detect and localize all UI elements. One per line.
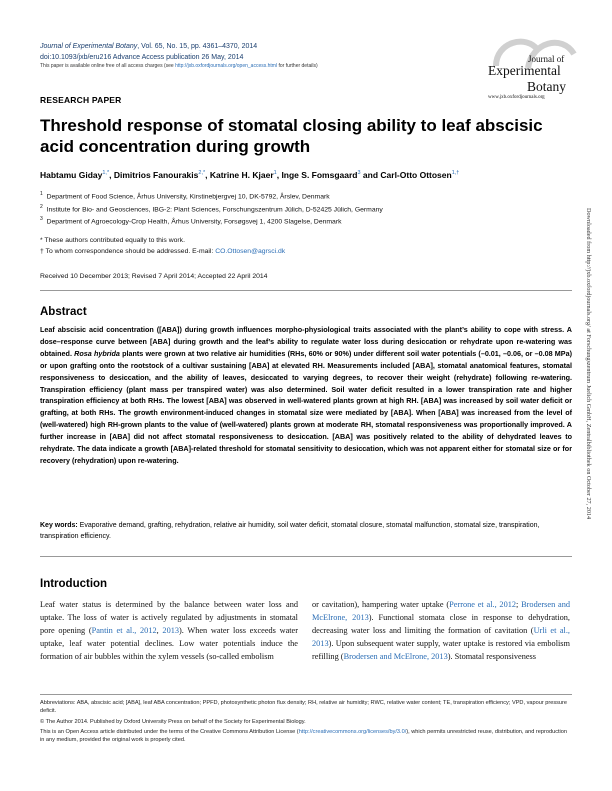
author-sep: , <box>276 170 282 180</box>
correspondence-note <box>40 247 285 256</box>
affiliation-text: Institute for Bio- and Geosciences, IBG-2: Plant Sciences, Forschungszentrum Jülich, D-52425 Jülich, Germany <box>46 206 383 214</box>
citation-link[interactable]: Brodersen and McElrone, 2013 <box>343 651 448 661</box>
intro-text: ; <box>516 600 522 609</box>
author-sup: 1 <box>273 170 277 177</box>
citation-link[interactable]: Pantin et al., 2012 <box>91 625 157 635</box>
citation-link[interactable]: Perrone et al., 2012 <box>449 600 517 609</box>
affiliation-text: Department of Agroecology-Crop Health, Århus University, Forsøgsvej 1, 4200 Slagelse, Denmark <box>46 218 342 226</box>
author-sep: , <box>205 170 210 180</box>
article-type: RESEARCH PAPER <box>40 95 122 105</box>
correspondence-email-link[interactable]: CO.Ottosen@agrsci.dk <box>215 248 286 255</box>
citation-link[interactable]: 2013 <box>162 625 180 635</box>
article-title: Threshold response of stomatal closing ability to leaf abscisic acid concentration during growth <box>40 116 543 156</box>
author-sep: , <box>109 170 114 180</box>
license-text: This is an Open Access article distributed under the terms of the Creative Commons Attribution License ( <box>40 729 299 736</box>
author-sep: and <box>360 170 381 180</box>
author-name: Carl-Otto Ottosen <box>380 170 452 180</box>
keywords-text: Evaporative demand, grafting, rehydration, relative air humidity, soil water deficit, stomatal closure, stomatal malfunction, stomatal size, transpiration, transpiration efficiency. <box>40 522 540 540</box>
license-link[interactable]: http://creativecommons.org/licenses/by/3.0/ <box>298 729 407 736</box>
intro-text: or cavitation), hampering water uptake ( <box>312 600 450 609</box>
intro-column-right <box>312 599 570 664</box>
abstract-heading: Abstract <box>40 306 87 318</box>
affiliation-sup: 2 <box>40 204 43 210</box>
logo-line-experimental: Experimental <box>488 63 561 78</box>
author-name: Habtamu Giday <box>40 170 103 180</box>
access-link[interactable]: http://jxb.oxfordjournals.org/open_access.html <box>175 63 278 69</box>
journal-citation <box>40 42 257 51</box>
keywords-label: Key words: <box>40 522 78 529</box>
introduction-heading: Introduction <box>40 578 108 590</box>
footnotes <box>40 700 572 745</box>
logo-url: www.jxb.oxfordjournals.org <box>488 95 545 100</box>
divider <box>40 694 572 695</box>
citation-link[interactable]: Brodersen and McElrone, 2013 <box>312 600 570 622</box>
abstract-text-2: plants were grown at two relative air humidities (RHs, 60% or 90%) under different soil water potentials (–0.01, –0.06, or –0.08 MPa) or upon grafting onto the rootstock of a cultivar sustaining [ABA] at elevated RH. Measurements included [ABA], stomatal anatomical features, stomatal responsiveness to desiccation, and the ability of leaves, desiccated to varying degrees, to recover their weight (rehydrate) following re-watering. Transpiration efficiency (plant mass per transpired water) was also determined. Soil water deficit resulted in a lower transpiration rate and higher transpiration efficiency at both RHs. The lowest [ABA] was observed in well-watered plants grown at high RH. [ABA] was increased by soil water deficit or grafting, at both RHs. The growth environment-induced changes in stomatal size were mediated by [ABA]. When [ABA] was increased from the level of (well-watered) high RH-grown plants to the value of (well-watered) plants grown at moderate RH, stomatal responsiveness was proportionally improved. A further increase in [ABA] did not affect stomatal responsiveness to desiccation. [ABA] was positively related to the ability of dehydrated leaves to rehydrate. The data indicate a growth [ABA]-related threshold for stomatal sensitivity to desiccation, which was not apparent either for stomatal size or for recovery (rehydration) upon re-watering. <box>40 348 572 465</box>
journal-volume: , Vol. 65, No. 15, pp. 4361–4370, 2014 <box>137 43 258 50</box>
citation-link[interactable]: Urli et al., 2013 <box>312 625 570 648</box>
abstract-species: Rosa hybrida <box>74 348 120 358</box>
intro-text: , <box>156 625 163 635</box>
download-side-note: Downloaded from http://jxb.oxfordjournals.org/ at Forschungszentrum Juelich GmbH, Zentralbibliothek on October 27, 2014 <box>585 208 592 520</box>
affiliation <box>40 215 341 226</box>
copyright-note: © The Author 2014. Published by Oxford University Press on behalf of the Society for Experimental Biology. <box>40 718 306 725</box>
affiliation <box>40 203 383 214</box>
access-tail: for further details) <box>277 63 318 69</box>
received-dates: Received 10 December 2013; Revised 7 April 2014; Accepted 22 April 2014 <box>40 273 268 280</box>
doi-line: doi:10.1093/jxb/eru216 Advance Access publication 26 May, 2014 <box>40 54 244 61</box>
intro-text: ). Upon subsequent water supply, water uptake is restored via embolism refilling ( <box>312 638 570 661</box>
author-name: Katrine H. Kjaer <box>209 170 274 180</box>
author-name: Dimitrios Fanourakis <box>113 170 199 180</box>
divider <box>40 556 572 557</box>
abstract-body <box>40 324 572 467</box>
equal-contribution-note: * These authors contributed equally to this work. <box>40 237 185 244</box>
author-name: Inge S. Fomsgaard <box>281 170 358 180</box>
affiliation-sup: 1 <box>40 191 43 197</box>
license-text: ), which permits unrestricted reuse, distribution, and reproduction in any medium, provided the original work is properly cited. <box>40 729 568 744</box>
logo-line-botany: Botany <box>527 79 566 94</box>
intro-column-left <box>40 599 298 664</box>
logo-line-journal-of: Journal of <box>528 54 565 64</box>
license-note <box>40 729 572 745</box>
intro-text: ). When water loss exceeds water uptake, leaf water potential declines. Low water potentials induce the formation of air bubbles within the xylem vessels (so-called embolism <box>40 625 298 661</box>
affiliation <box>40 190 330 201</box>
keywords <box>40 520 572 542</box>
author-sup: 1,* <box>102 170 110 177</box>
author-sup: 1,† <box>451 170 460 177</box>
affiliation-text: Department of Food Science, Århus University, Kirstinebjergvej 10, DK-5792, Årslev, Denmark <box>46 193 330 201</box>
abstract-text-1: Leaf abscisic acid concentration ([ABA]) during growth influences morpho-physiological traits associated with the plant’s ability to cope with stress. A dose–response curve between [ABA] during growth and the leaf’s ability to regulate water loss during desiccation or rehydrate upon re-watering was obtained. <box>40 325 572 358</box>
access-note <box>40 63 318 70</box>
affiliation-sup: 3 <box>40 216 43 222</box>
correspondence-text: † To whom correspondence should be addressed. E-mail: <box>40 248 216 255</box>
journal-name: Journal of Experimental Botany <box>40 43 138 50</box>
divider <box>40 290 572 291</box>
intro-text: Leaf water status is determined by the balance between water loss and uptake. The loss of water is actively regulated by adjustments in stomatal pore opening ( <box>40 600 298 635</box>
intro-text: ). Functional stomata close in response to dehydration, decreasing water loss and limiting the formation of cavitation ( <box>312 612 570 635</box>
author-sup: 2,* <box>198 170 206 177</box>
intro-text: ). Stomatal responsiveness <box>447 651 536 661</box>
abbreviations-note: Abbreviations: ABA, abscisic acid; [ABA], leaf ABA concentration; PPFD, photosynthetic photon flux density; RH, relative air humidity; RWC, relative water content; TE, transpiration efficiency; VPD, vapour pressure deficit. <box>40 700 567 714</box>
access-text: This paper is available online free of all access charges (see <box>40 63 176 69</box>
author-sup: 3 <box>357 170 361 177</box>
author-list <box>40 170 459 180</box>
